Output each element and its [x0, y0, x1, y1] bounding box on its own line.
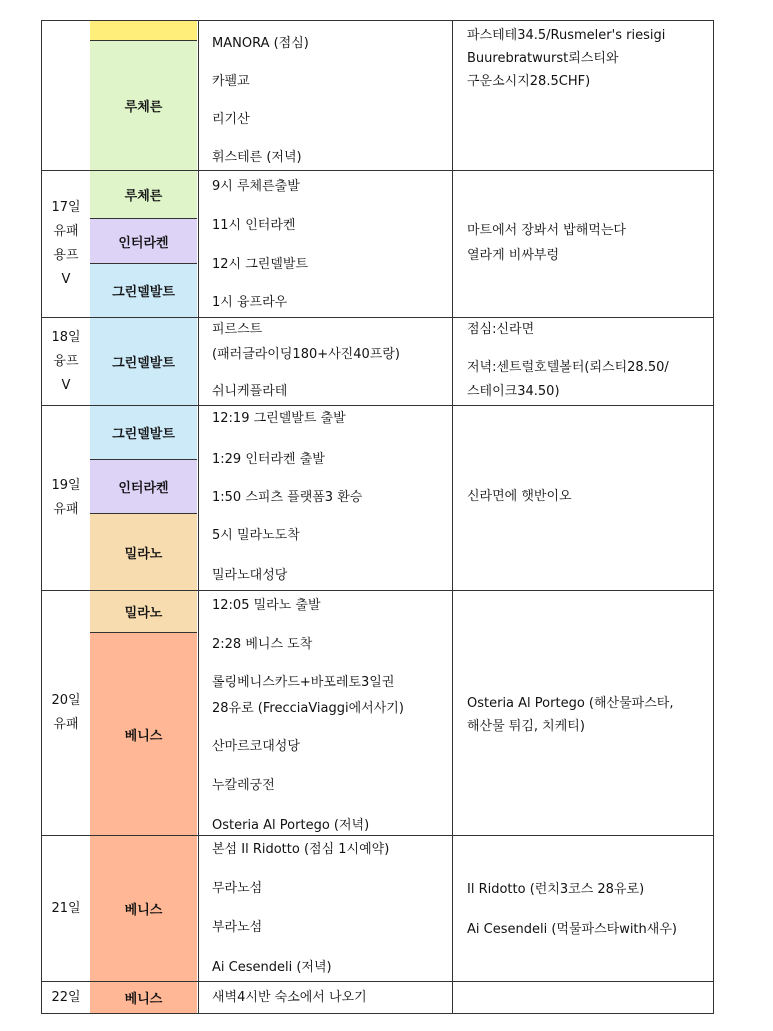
city-column: [90, 982, 199, 1013]
note-column: [452, 406, 713, 590]
day-cell: [42, 21, 91, 170]
table-row: [42, 171, 713, 318]
city-column: [90, 591, 199, 835]
plan-item: 12시 그린델발트: [212, 257, 309, 272]
note-item: 스테이크34.50): [467, 384, 560, 399]
note-column: [452, 591, 713, 835]
plan-item: 리기산: [212, 112, 250, 127]
city-column: [90, 21, 199, 170]
city-cell: 그린델발트: [90, 406, 197, 460]
table-row: [42, 982, 713, 1013]
day-cell: 17일 유패 용프 V: [42, 171, 91, 317]
city-cell: 그린델발트: [90, 318, 197, 405]
note-item: 해산물 튀김, 치케티): [467, 719, 585, 734]
note-column: [452, 836, 713, 981]
day-cell: 18일 융프 V: [42, 318, 91, 405]
city-cell: 루체른: [90, 171, 197, 219]
plan-item: 무라노섬: [212, 881, 263, 896]
plan-item: 1:29 인터라켄 출발: [212, 452, 325, 467]
table-row: [42, 836, 713, 982]
plan-item: 카펠교: [212, 74, 250, 89]
plan-item: 롤링베니스카드+바포레토3일권: [212, 675, 395, 690]
note-item: Ai Cesendeli (먹물파스타with새우): [467, 922, 677, 937]
plan-item: 새벽4시반 숙소에서 나오기: [212, 990, 367, 1005]
table-row: [42, 318, 713, 406]
city-cell: 인터라켄: [90, 460, 197, 514]
city-cell: 루체른: [90, 41, 197, 170]
plan-item: 1:50 스피츠 플랫폼3 환승: [212, 490, 363, 505]
itinerary-table: [41, 20, 714, 1014]
city-cell: 베니스: [90, 982, 197, 1013]
city-column: [90, 406, 199, 590]
city-column: [90, 836, 199, 981]
note-column: [452, 171, 713, 317]
plan-column: [212, 591, 452, 835]
note-column: [452, 21, 713, 170]
day-cell: 22일: [42, 982, 91, 1013]
plan-item: 9시 루체른출발: [212, 179, 300, 194]
plan-item: 11시 인터라켄: [212, 218, 296, 233]
plan-item: 산마르코대성당: [212, 739, 300, 754]
day-cell: 21일: [42, 836, 91, 981]
note-item: Osteria Al Portego (해산물파스타,: [467, 696, 674, 711]
plan-item: MANORA (점심): [212, 36, 309, 51]
note-item: 마트에서 장봐서 밥해먹는다: [467, 223, 626, 238]
plan-column: [212, 318, 452, 405]
day-cell: 19일 유패: [42, 406, 91, 590]
note-item: 저녁:센트럴호텔볼터(뢰스티28.50/: [467, 360, 669, 375]
plan-item: Osteria Al Portego (저녁): [212, 818, 370, 833]
plan-item: 부라노섬: [212, 920, 263, 935]
note-item: Il Ridotto (런치3코스 28유로): [467, 882, 645, 897]
table-row: [42, 406, 713, 591]
plan-column: [212, 171, 452, 317]
city-cell: 베니스: [90, 836, 197, 981]
note-column: [452, 318, 713, 405]
city-cell: 인터라켄: [90, 219, 197, 264]
note-item: 점심:신라면: [467, 322, 535, 337]
plan-item: 본섬 Il Ridotto (점심 1시예약): [212, 842, 390, 857]
note-item: Buurebratwurst뢰스티와: [467, 51, 619, 66]
plan-item: 5시 밀라노도착: [212, 528, 300, 543]
city-cell: 베니스: [90, 633, 197, 835]
plan-item: Ai Cesendeli (저녁): [212, 960, 332, 975]
note-item: 파스테테34.5/Rusmeler's riesigi: [467, 28, 666, 43]
plan-item: 2:28 베니스 도착: [212, 637, 313, 652]
note-item: 신라면에 햇반이오: [467, 489, 572, 504]
day-cell: 20일 유패: [42, 591, 91, 835]
plan-item: 누칼레궁전: [212, 778, 275, 793]
plan-item: (패러글라이딩180+사진40프랑): [212, 347, 400, 362]
plan-item: 28유로 (FrecciaViaggi에서사기): [212, 701, 404, 716]
table-row: [42, 21, 713, 171]
plan-item: 쉬니케플라테: [212, 384, 288, 399]
city-cell: 그린델발트: [90, 264, 197, 317]
plan-column: [212, 21, 452, 170]
city-column: [90, 318, 199, 405]
plan-column: [212, 982, 452, 1013]
plan-item: 1시 융프라우: [212, 295, 288, 310]
city-cell: 밀라노: [90, 591, 197, 633]
plan-column: [212, 836, 452, 981]
plan-column: [212, 406, 452, 590]
plan-item: 12:05 밀라노 출발: [212, 598, 321, 613]
plan-item: 밀라노대성당: [212, 568, 288, 583]
table-row: [42, 591, 713, 836]
note-item: 열라게 비싸부렁: [467, 248, 560, 263]
plan-item: 피르스트: [212, 322, 263, 337]
city-cell: 밀라노: [90, 514, 197, 590]
note-column: [452, 982, 713, 1013]
plan-item: 12:19 그린델발트 출발: [212, 411, 346, 426]
city-cell: [90, 21, 197, 41]
note-item: 구운소시지28.5CHF): [467, 74, 591, 89]
plan-item: 휘스테른 (저녁): [212, 150, 302, 165]
city-column: [90, 171, 199, 317]
